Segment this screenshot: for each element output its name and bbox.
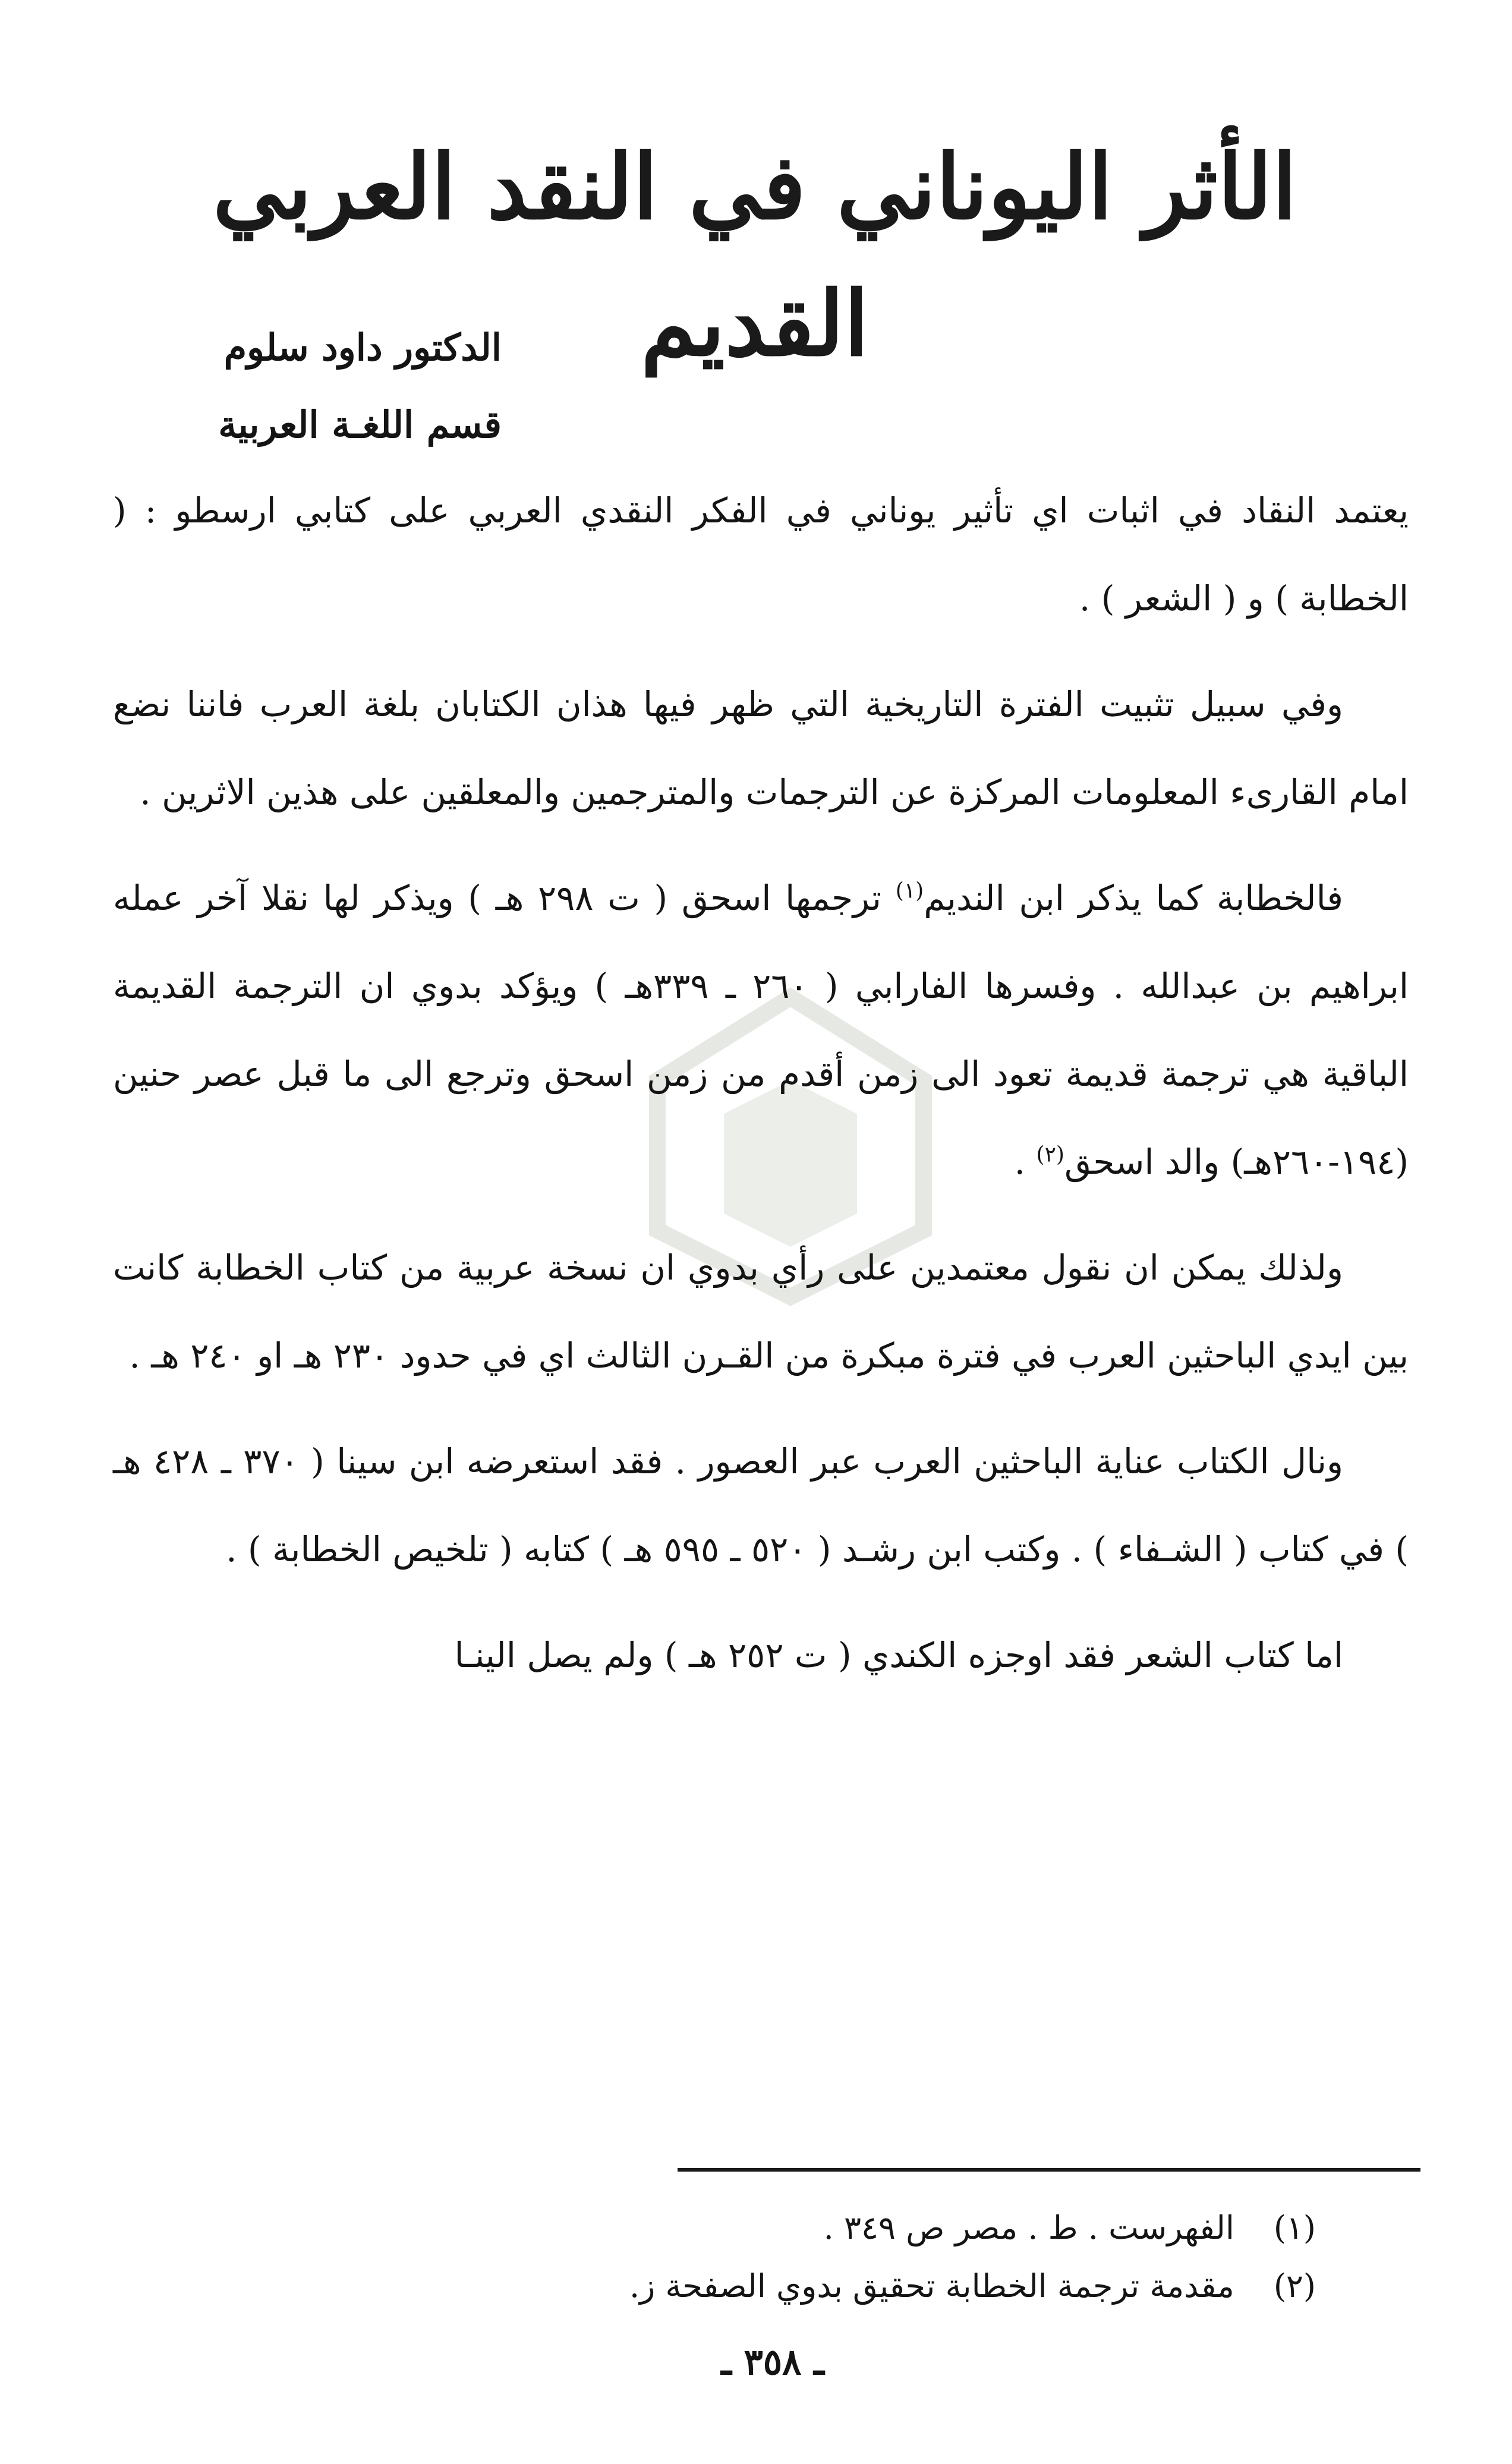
author-department: قسم اللغـة العربية [218, 403, 502, 446]
body-text [113, 467, 1409, 1717]
paragraph-3-text-a: فالخطابة كما يذكر ابن النديم [924, 878, 1343, 918]
footnote-separator [678, 2168, 1420, 2172]
paragraph-3 [113, 854, 1409, 1206]
article-title: الأثر اليوناني في النقد العربي القديم [212, 135, 1297, 376]
footnote-1-number: (١) [1273, 2209, 1316, 2246]
paragraph-6: اما كتاب الشعر فقد اوجزه الكندي ( ت ٢٥٢ هـ ) ولم يصل الينـا [454, 1635, 1343, 1675]
paragraph-3-text-c: . [1014, 1142, 1037, 1182]
author-name: الدكتور داود سلوم [223, 326, 502, 369]
footnote-1-text: الفهرست . ط . مصر ص ٣٤٩ . [823, 2209, 1234, 2246]
footnote-2 [187, 2257, 1316, 2315]
paragraph-4: ولذلك يمكن ان نقول معتمدين على رأي بدوي ان نسخة عربية من كتاب الخطابة كانت بين ايدي الباحثين العرب في فترة مبكرة من القـرن الثالث اي في حدود ٢٣٠ هـ او ٢٤٠ هـ . [113, 1247, 1409, 1376]
page-number: ـ ٣٥٨ ـ [721, 2342, 824, 2383]
footnote-ref-2: (٢) [1036, 1142, 1064, 1167]
footnote-2-number: (٢) [1273, 2267, 1316, 2305]
paragraph-3-text-b: ترجمها اسحق ( ت ٢٩٨ هـ ) ويذكر لها نقلا آخر عمله ابراهيم بن عبدالله . وفسرها الفارابي ( ٢٦٠ ـ ٣٣٩هـ ) ويؤكد بدوي ان الترجمة القديمة الباقية هي ترجمة قديمة تعود الى زمن أقدم من زمن اسحق وترجع الى ما قبل عصر حنين (١٩٤-٢٦٠هـ) والد اسحق [113, 878, 1409, 1182]
paragraph-2: وفي سبيل تثبيت الفترة التاريخية التي ظهر فيها هذان الكتابان بلغة العرب فاننا نضع امام القارىء المعلومات المركزة عن الترجمات والمترجمين والمعلقين على هذين الاثرين . [113, 684, 1409, 812]
footnote-ref-1: (١) [895, 878, 924, 903]
footnote-1 [187, 2199, 1316, 2257]
footnote-2-text: مقدمة ترجمة الخطابة تحقيق بدوي الصفحة ز. [629, 2267, 1234, 2305]
paragraph-1: يعتمد النقاد في اثبات اي تأثير يوناني في الفكر النقدي العربي على كتابي ارسطو : ( الخطابة ) و ( الشعر ) . [113, 490, 1409, 619]
author-block [133, 309, 502, 464]
paragraph-5: ونال الكتاب عناية الباحثين العرب عبر العصور . فقد استعرضه ابن سينا ( ٣٧٠ ـ ٤٢٨ هـ ) في كتاب ( الشـفاء ) . وكتب ابن رشـد ( ٥٢٠ ـ ٥٩٥ هـ ) كتابه ( تلخيص الخطابة ) . [113, 1441, 1409, 1570]
footnotes [187, 2199, 1316, 2315]
